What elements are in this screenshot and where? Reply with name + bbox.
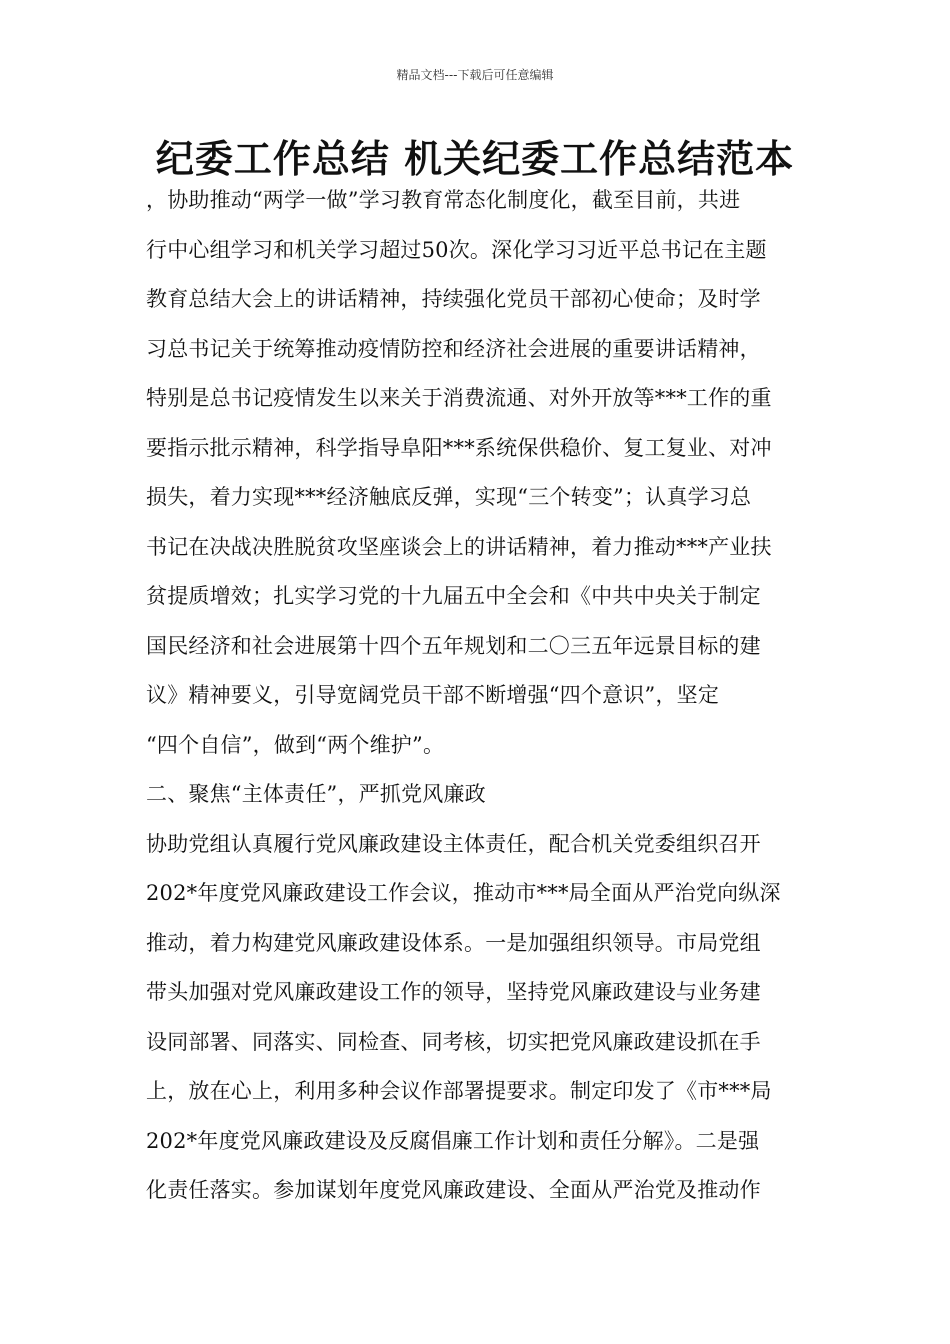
body-line: 上，放在心上，利用多种会议作部署提要求。制定印发了《市***局 xyxy=(146,1079,772,1103)
document-title: 纪委工作总结 机关纪委工作总结范本 xyxy=(155,137,795,181)
body-line: 特别是总书记疫情发生以来关于消费流通、对外开放等***工作的重 xyxy=(146,386,772,410)
body-line: 教育总结大会上的讲话精神，持续强化党员干部初心使命；及时学 xyxy=(146,287,761,311)
body-line: 贫提质增效；扎实学习党的十九届五中全会和《中共中央关于制定 xyxy=(146,584,761,608)
body-line: 行中心组学习和机关学习超过50次。深化学习习近平总书记在主题 xyxy=(146,237,767,262)
body-line: 要指示批示精神，科学指导阜阳***系统保供稳价、复工复业、对冲 xyxy=(146,435,772,460)
body-line: 议》精神要义，引导宽阔党员干部不断增强“四个意识”，坚定 xyxy=(146,683,720,707)
document-body xyxy=(146,176,806,1216)
body-line: 202*年度党风廉政建设及反腐倡廉工作计划和责任分解》。二是强 xyxy=(146,1128,760,1153)
body-line: ，协助推动“两学一做”学习教育常态化制度化，截至目前，共进 xyxy=(146,188,741,212)
body-line: 习总书记关于统筹推动疫情防控和经济社会进展的重要讲话精神， xyxy=(146,336,761,361)
body-line: 协助党组认真履行党风廉政建设主体责任，配合机关党委组织召开 xyxy=(146,831,761,856)
body-line: 书记在决战决胜脱贫攻坚座谈会上的讲话精神，着力推动***产业扶 xyxy=(146,534,772,559)
body-line: 设同部署、同落实、同检查、同考核，切实把党风廉政建设抓在手 xyxy=(146,1029,761,1054)
body-line: 带头加强对党风廉政建设工作的领导，坚持党风廉政建设与业务建 xyxy=(146,980,761,1004)
section-heading: 二、聚焦“主体责任”，严抓党风廉政 xyxy=(146,782,486,806)
header-note: 精品文档---下载后可任意编辑 xyxy=(396,68,554,82)
body-line: 202*年度党风廉政建设工作会议，推动市***局全面从严治党向纵深 xyxy=(146,881,781,905)
body-line: 国民经济和社会进展第十四个五年规划和二〇三五年远景目标的建 xyxy=(146,633,761,658)
body-line: “四个自信”，做到“两个维护”。 xyxy=(146,732,445,757)
body-line: 推动，着力构建党风廉政建设体系。一是加强组织领导。市局党组 xyxy=(146,930,761,955)
body-line: 损失，着力实现***经济触底反弹，实现“三个转变”；认真学习总 xyxy=(146,485,752,509)
body-line: 化责任落实。参加谋划年度党风廉政建设、全面从严治党及推动作 xyxy=(146,1178,761,1202)
